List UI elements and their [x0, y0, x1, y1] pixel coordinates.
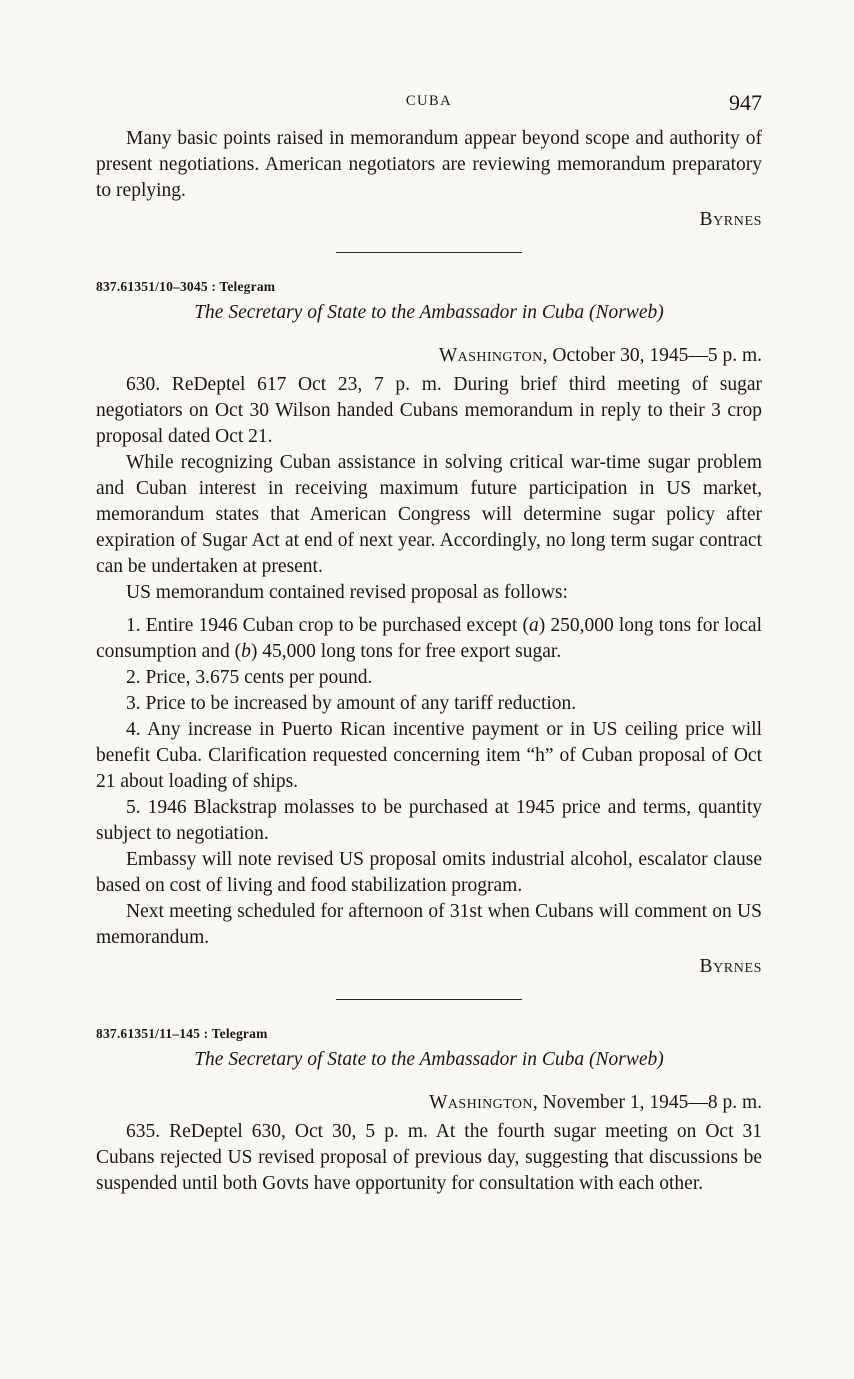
page-number: 947: [729, 90, 762, 115]
document-title: The Secretary of State to the Ambassador in Cuba (Norweb): [194, 302, 664, 323]
paragraph: Next meeting scheduled for afternoon of 31st when Cubans will comment on US memorandum.: [96, 901, 762, 948]
list-item-3: 3. Price to be increased by amount of any tariff reduction.: [126, 693, 577, 714]
paragraph: While recognizing Cuban assistance in solving critical war-time sugar problem and Cuban interest in receiving maximum future participation in US market, memorandum states that American Congress will determine sugar policy after expiration of Sugar Act at end of next year. Accordingly, no long term sugar contract can be undertaken at present.: [96, 452, 762, 577]
dateline-rest: , November 1, 1945—8 p. m.: [532, 1092, 762, 1113]
document-continuation: [96, 126, 762, 233]
list-item-4: 4. Any increase in Puerto Rican incentive payment or in US ceiling price will benefit Cuba. Clarification requested concerning item “h” of Cuban proposal of Oct 21 about loading of ships.: [96, 719, 762, 792]
paragraph: 635. ReDeptel 630, Oct 30, 5 p. m. At the fourth sugar meeting on Oct 31 Cubans rejected US revised proposal of previous day, suggesting that discussions be suspended until both Govts have opportunity for consultation with each other.: [96, 1121, 762, 1194]
dateline: [96, 1090, 762, 1116]
section-title: CUBA: [405, 93, 453, 109]
archival-citation: 837.61351/10–3045 : Telegram: [96, 279, 276, 294]
section-divider: [336, 999, 522, 1000]
text-segment: ) 45,000 long tons for free export sugar.: [250, 641, 562, 662]
paragraph: Embassy will note revised US proposal omits industrial alcohol, escalator clause based on cost of living and food stabilization program.: [96, 849, 762, 896]
archival-citation: 837.61351/11–145 : Telegram: [96, 1026, 268, 1041]
telegram-630: [96, 274, 762, 980]
signature: Byrnes: [699, 209, 762, 230]
list-item-1: [96, 613, 762, 665]
section-divider: [336, 252, 522, 253]
dateline-rest: , October 30, 1945—5 p. m.: [542, 345, 762, 366]
running-head: [96, 86, 762, 116]
paragraph: 630. ReDeptel 617 Oct 23, 7 p. m. During brief third meeting of sugar negotiators on Oct 30 Wilson handed Cubans memorandum in reply to their 3 crop proposal dated Oct 21.: [96, 374, 762, 447]
dateline: [96, 343, 762, 369]
text-segment: ) 250,000 long tons for local consumption and (: [96, 615, 762, 662]
signature: Byrnes: [699, 956, 762, 977]
list-item-2: 2. Price, 3.675 cents per pound.: [126, 667, 373, 688]
text-segment: 1. Entire 1946 Cuban crop to be purchased except (: [126, 615, 529, 636]
numbered-list: [96, 613, 762, 847]
paragraph: US memorandum contained revised proposal as follows:: [126, 582, 568, 603]
list-item-5: 5. 1946 Blackstrap molasses to be purchased at 1945 price and terms, quantity subject to negotiation.: [96, 797, 762, 844]
dateline-place: Washington: [438, 345, 543, 366]
italic-letter: a: [528, 615, 539, 636]
document-title: The Secretary of State to the Ambassador in Cuba (Norweb): [194, 1049, 664, 1070]
dateline-place: Washington: [429, 1092, 533, 1113]
telegram-635: [96, 1021, 762, 1197]
italic-letter: b: [241, 641, 251, 662]
paragraph: Many basic points raised in memorandum appear beyond scope and authority of present negotiations. American negotiators are reviewing memorandum preparatory to replying.: [96, 128, 762, 201]
